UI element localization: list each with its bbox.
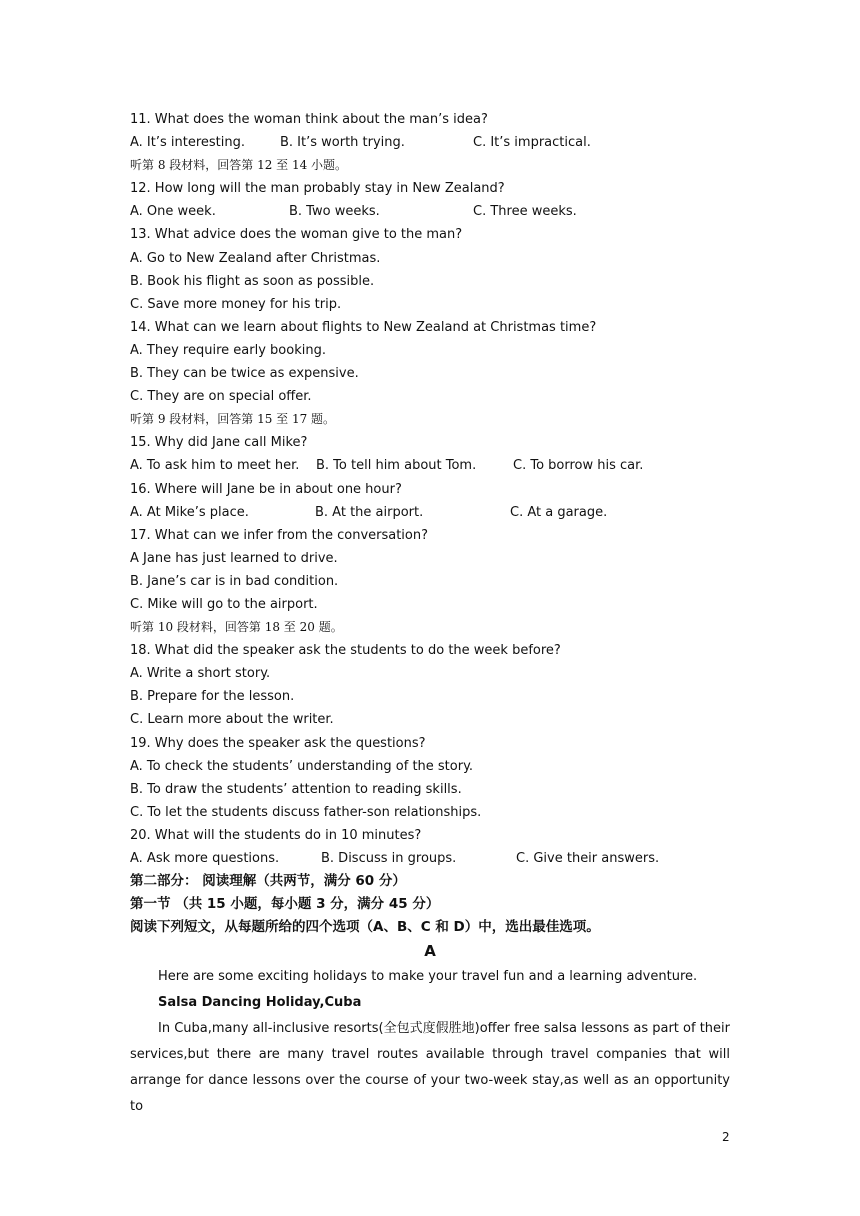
question-line: A. Write a short story. [130, 666, 271, 682]
question-line: C. They are on special offer. [130, 389, 312, 405]
section-instruction: 听第 10 段材料，回答第 18 至 20 题。 [130, 620, 343, 635]
option-text: C. Give their answers. [516, 851, 660, 866]
question-line: 17. What can we infer from the conversation? [130, 527, 429, 543]
part-heading: 第二部分： 阅读理解（共两节，满分 60 分） [130, 873, 406, 890]
option-text: B. Two weeks. [289, 204, 380, 220]
option-text: C. To borrow his car. [513, 458, 644, 474]
page-number: 2 [722, 1130, 730, 1144]
question-line: C. Learn more about the writer. [130, 712, 334, 728]
option-row [130, 454, 730, 477]
question-line: 12. How long will the man probably stay in New Zealand? [130, 181, 505, 197]
option-text: C. Three weeks. [473, 204, 577, 220]
option-text: B. Discuss in groups. [321, 851, 457, 866]
passage-body: In Cuba,many all-inclusive resorts(全包式度假胜地)offer free salsa lessons as part of their services,but there are many travel routes available through travel companies that will arrange for dance lessons over the course of your two-week stay,as well as an opportunity to [130, 1021, 730, 1115]
option-text: A. At Mike’s place. [130, 504, 249, 520]
passage-heading: Salsa Dancing Holiday,Cuba [158, 995, 362, 1011]
question-line: B. Prepare for the lesson. [130, 689, 295, 705]
question-line: 14. What can we learn about flights to New Zealand at Christmas time? [130, 319, 597, 335]
option-text: A. To ask him to meet her. [130, 458, 300, 474]
option-row [130, 847, 730, 870]
option-text: A. It’s interesting. [130, 135, 246, 151]
option-text: A. One week. [130, 204, 216, 220]
question-line: B. Book his flight as soon as possible. [130, 273, 375, 289]
passage-intro: Here are some exciting holidays to make your travel fun and a learning adventure. [158, 969, 698, 985]
document-page [130, 108, 730, 1120]
question-line: B. They can be twice as expensive. [130, 366, 359, 382]
question-line: A. They require early booking. [130, 342, 326, 358]
question-line: 16. Where will Jane be in about one hour? [130, 481, 402, 497]
question-line: A. To check the students’ understanding of the story. [130, 758, 474, 774]
option-row [130, 131, 730, 154]
question-line: 13. What advice does the woman give to the man? [130, 227, 463, 243]
question-line: C. Save more money for his trip. [130, 296, 342, 312]
part-heading: 阅读下列短文，从每题所给的四个选项（A、B、C 和 D）中，选出最佳选项。 [130, 919, 600, 936]
question-line: 15. Why did Jane call Mike? [130, 435, 308, 451]
question-line: C. To let the students discuss father-son relationships. [130, 804, 482, 820]
option-text: B. To tell him about Tom. [316, 458, 477, 474]
part-heading: 第一节 （共 15 小题，每小题 3 分，满分 45 分） [130, 896, 440, 913]
question-line: 18. What did the speaker ask the students to do the week before? [130, 643, 561, 659]
option-text: A. Ask more questions. [130, 851, 280, 866]
question-line: B. Jane’s car is in bad condition. [130, 573, 339, 589]
question-line: 19. Why does the speaker ask the questions? [130, 735, 426, 751]
option-text: C. It’s impractical. [473, 135, 591, 151]
section-instruction: 听第 9 段材料，回答第 15 至 17 题。 [130, 412, 336, 427]
section-instruction: 听第 8 段材料，回答第 12 至 14 小题。 [130, 158, 348, 173]
option-text: B. It’s worth trying. [280, 135, 405, 151]
question-line: C. Mike will go to the airport. [130, 596, 318, 612]
option-text: C. At a garage. [510, 504, 608, 520]
question-line: A. Go to New Zealand after Christmas. [130, 250, 381, 266]
option-row [130, 501, 730, 524]
question-line: A Jane has just learned to drive. [130, 550, 338, 566]
passage-letter: A [424, 942, 436, 961]
question-line: 20. What will the students do in 10 minutes? [130, 827, 422, 843]
question-line: 11. What does the woman think about the man’s idea? [130, 112, 488, 127]
option-row [130, 200, 730, 223]
question-line: B. To draw the students’ attention to reading skills. [130, 781, 462, 797]
option-text: B. At the airport. [315, 504, 424, 520]
